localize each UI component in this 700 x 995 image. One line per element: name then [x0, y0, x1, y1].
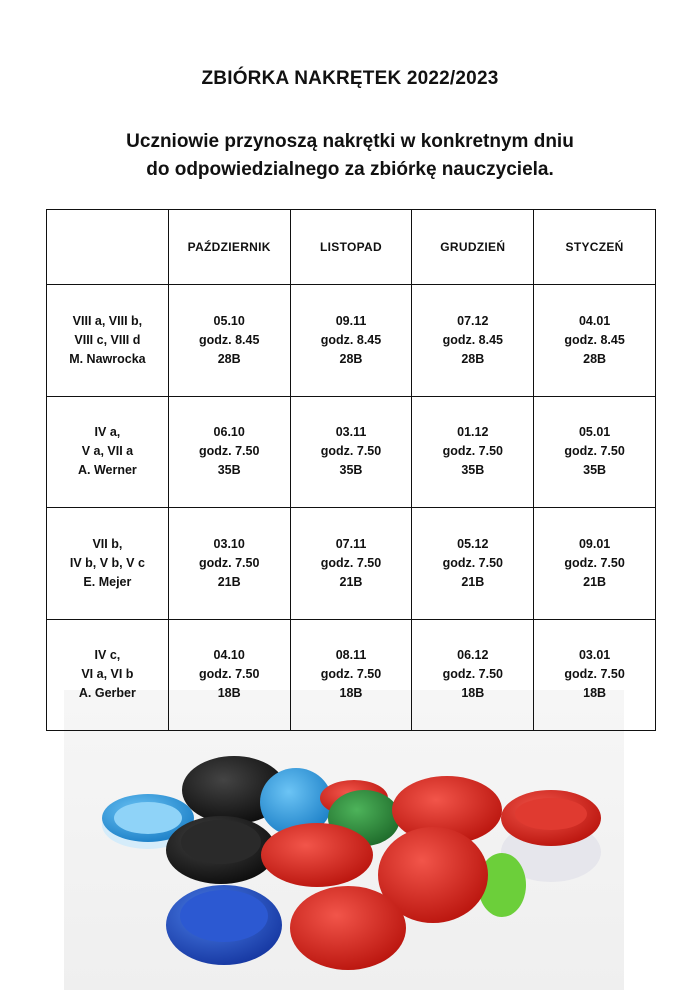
- schedule-cell: [168, 396, 290, 507]
- table-row: [47, 619, 656, 730]
- room: 35B: [217, 463, 241, 478]
- schedule-cell: [534, 508, 656, 619]
- group-classes-line: IV c,: [94, 648, 121, 663]
- time: godz. 8.45: [442, 332, 503, 347]
- schedule-cell: [290, 396, 412, 507]
- room: 21B: [583, 574, 607, 589]
- header-cell-month: STYCZEŃ: [534, 210, 656, 285]
- group-classes-line: VIII c, VIII d: [74, 332, 141, 347]
- date: 05.12: [457, 536, 489, 551]
- time: godz. 7.50: [442, 444, 503, 459]
- room: 18B: [461, 686, 485, 701]
- time: godz. 8.45: [564, 332, 625, 347]
- time: godz. 8.45: [320, 332, 382, 347]
- teacher-name: A. Werner: [77, 463, 137, 478]
- date: 03.11: [335, 425, 367, 440]
- schedule-cell: [412, 285, 534, 396]
- group-classes-line: V a, VII a: [81, 444, 134, 459]
- date: 07.11: [335, 536, 367, 551]
- time: godz. 7.50: [320, 667, 382, 682]
- schedule-cell: [168, 508, 290, 619]
- date: 03.01: [578, 648, 611, 663]
- subtitle-line-2: do odpowiedzialnego za zbiórkę nauczyciela.: [146, 159, 554, 180]
- schedule-cell: [290, 508, 412, 619]
- table-header-row: [47, 210, 656, 285]
- page-title: ZBIÓRKA NAKRĘTEK 2022/2023: [201, 68, 499, 89]
- group-cell: [47, 619, 169, 730]
- schedule-cell: [290, 285, 412, 396]
- date: 08.11: [335, 648, 367, 663]
- header-cell-month: PAŹDZIERNIK: [168, 210, 290, 285]
- group-classes-line: VIII a, VIII b,: [72, 313, 143, 328]
- table-row: [47, 396, 656, 507]
- schedule-cell: [412, 619, 534, 730]
- teacher-name: E. Mejer: [83, 574, 132, 589]
- header-cell-empty: [47, 210, 169, 285]
- table-row: [47, 285, 656, 396]
- room: 35B: [583, 463, 607, 478]
- time: godz. 8.45: [198, 332, 260, 347]
- teacher-name: A. Gerber: [78, 686, 136, 701]
- room: 18B: [339, 686, 363, 701]
- time: godz. 7.50: [564, 667, 625, 682]
- group-classes-line: VI a, VI b: [81, 667, 134, 682]
- room: 28B: [461, 351, 485, 366]
- subtitle-line-1: Uczniowie przynoszą nakrętki w konkretnym dniu: [126, 131, 574, 152]
- room: 35B: [339, 463, 363, 478]
- schedule-cell: [290, 619, 412, 730]
- header-cell-month: LISTOPAD: [290, 210, 412, 285]
- date: 09.01: [578, 536, 611, 551]
- time: godz. 7.50: [442, 555, 503, 570]
- time: godz. 7.50: [198, 444, 260, 459]
- date: 09.11: [335, 313, 367, 328]
- schedule-cell: [534, 285, 656, 396]
- date: 04.10: [213, 648, 245, 663]
- time: godz. 7.50: [320, 555, 382, 570]
- collection-schedule-table: [46, 209, 656, 731]
- schedule-cell: [534, 619, 656, 730]
- group-cell: [47, 285, 169, 396]
- bottle-caps-icon: [64, 690, 624, 990]
- date: 05.01: [578, 425, 611, 440]
- table-row: [47, 508, 656, 619]
- room: 28B: [217, 351, 241, 366]
- room: 21B: [217, 574, 241, 589]
- room: 35B: [461, 463, 485, 478]
- schedule-cell: [412, 396, 534, 507]
- time: godz. 7.50: [564, 555, 625, 570]
- date: 03.10: [213, 536, 245, 551]
- date: 04.01: [578, 313, 611, 328]
- date: 06.12: [457, 648, 489, 663]
- date: 01.12: [457, 425, 489, 440]
- group-classes-line: VII b,: [92, 536, 123, 551]
- time: godz. 7.50: [442, 667, 503, 682]
- time: godz. 7.50: [564, 444, 625, 459]
- room: 21B: [339, 574, 363, 589]
- room: 18B: [583, 686, 607, 701]
- group-cell: [47, 508, 169, 619]
- schedule-cell: [168, 285, 290, 396]
- room: 21B: [461, 574, 485, 589]
- date: 07.12: [457, 313, 489, 328]
- room: 28B: [583, 351, 607, 366]
- group-cell: [47, 396, 169, 507]
- time: godz. 7.50: [198, 667, 260, 682]
- schedule-cell: [534, 396, 656, 507]
- subtitle: [0, 128, 700, 184]
- bottle-caps-photo: [64, 690, 624, 990]
- time: godz. 7.50: [320, 444, 382, 459]
- group-classes-line: IV b, V b, V c: [69, 555, 145, 570]
- date: 05.10: [213, 313, 245, 328]
- group-classes-line: IV a,: [94, 425, 121, 440]
- room: 28B: [339, 351, 363, 366]
- teacher-name: M. Nawrocka: [69, 351, 146, 366]
- date: 06.10: [213, 425, 245, 440]
- header-cell-month: GRUDZIEŃ: [412, 210, 534, 285]
- room: 18B: [217, 686, 241, 701]
- schedule-cell: [168, 619, 290, 730]
- schedule-cell: [412, 508, 534, 619]
- time: godz. 7.50: [198, 555, 260, 570]
